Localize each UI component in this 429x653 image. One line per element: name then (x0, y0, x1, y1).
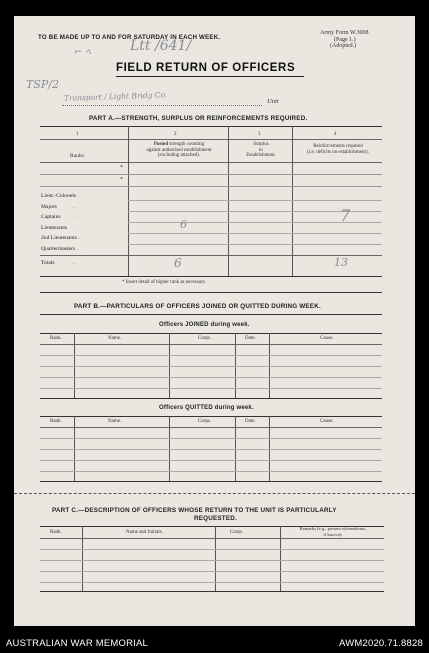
surplus-header-line3: Establishment. (246, 153, 276, 159)
totals-row (41, 260, 76, 266)
part-c-heading-line1: PART C.—DESCRIPTION OF OFFICERS WHOSE RETURN TO THE UNIT IS PARTICULARLY (52, 507, 337, 514)
handwritten-mark: ⌐ ﾍ (74, 47, 91, 58)
part-b-heading-rule (40, 314, 382, 315)
part-c-col-name: Name and Initials. (126, 530, 163, 535)
title-underline (116, 76, 304, 77)
quitted-col-corps: Corps. (198, 419, 212, 424)
footer-accession-number: AWM2020.71.8828 (339, 638, 423, 649)
form-page (14, 16, 415, 626)
unit-label: Unit (267, 98, 279, 105)
rank-lieutenants (41, 223, 83, 234)
unit-dotted-line (62, 105, 262, 106)
star-row-rule-1 (40, 174, 382, 175)
part-c-col-corps: Corps. (230, 530, 244, 535)
joined-col-corps: Corps. (198, 336, 212, 341)
handwritten-unit-name: Transport / Light Bridg Co. (63, 90, 168, 103)
rank-label: Lieut.-Colonels (41, 193, 76, 199)
surplus-header-line1: Surplus (253, 142, 269, 147)
part-c-col-remarks (282, 526, 384, 537)
part-b-top-rule (40, 292, 382, 293)
handwritten-captains-posted: 6 (180, 218, 187, 231)
form-page-number: (Page 1.) (334, 36, 356, 43)
rank-quartermasters (41, 244, 83, 255)
col-divider-3 (292, 126, 293, 276)
star-mark-2: * (120, 177, 123, 183)
rank-lieut-colonels (41, 191, 83, 202)
joined-row-rule-4 (40, 388, 382, 389)
row-rule-a1 (128, 200, 382, 201)
header-bottom-rule (40, 162, 382, 163)
rank-2nd-lieutenants (41, 233, 83, 244)
rank-captains (41, 212, 83, 223)
posted-header-bold: Posted (153, 142, 169, 147)
col-number-4: 4 (334, 132, 337, 137)
posted-header-line2: against authorised establishment (146, 147, 212, 153)
posted-header (130, 142, 228, 159)
rank-label: Lieutenants (41, 224, 68, 231)
reinforcements-header-line2: (i.e. deficits on establishment). (307, 149, 369, 155)
reinforcements-header-line1: Reinforcements required (313, 144, 363, 149)
part-a-heading: PART A.—STRENGTH, SURPLUS OR REINFORCEMENTS REQUIRED. (89, 115, 308, 122)
part-b-heading: PART B.—PARTICULARS OF OFFICERS JOINED OR QUITTED DURING WEEK. (74, 303, 321, 310)
quitted-col-date: Date. (245, 419, 256, 424)
quitted-col-name: Name. (108, 419, 122, 424)
part-c-row-rule-1 (40, 549, 384, 550)
handwritten-code: TSP/2 (26, 78, 59, 91)
form-number-block (320, 30, 369, 50)
part-c-heading-line2: REQUESTED. (194, 515, 237, 522)
row-rule-a5 (128, 244, 382, 245)
rank-label: 2nd Lieutenants (41, 235, 77, 241)
rank-label: Majors (41, 203, 57, 210)
quitted-row-rule-4 (40, 471, 382, 472)
star-row-rule-2 (40, 186, 382, 187)
joined-col-name: Name. (108, 336, 122, 341)
part-c-bottom-rule (40, 591, 384, 592)
part-c-row-rule-2 (40, 560, 384, 561)
rank-majors (41, 202, 83, 213)
part-c-header-rule (40, 538, 384, 539)
handwritten-total-posted: 6 (174, 256, 182, 270)
part-c-remarks-line1: Remarks (e.g., present whereabouts, (299, 526, 367, 531)
posted-header-rest: strength counting (168, 142, 205, 147)
col-divider-1 (128, 126, 129, 276)
col-number-3: 3 (258, 132, 261, 137)
rank-dots: . . (73, 214, 79, 220)
handwritten-reference: Ltt /641/ (130, 38, 192, 54)
totals-dots: . . (72, 260, 77, 266)
totals-top-rule (40, 255, 382, 256)
quitted-bottom-rule (40, 481, 382, 482)
rank-dots: . . (76, 245, 81, 252)
joined-col-date: Date. (245, 336, 256, 341)
joined-row-rule-3 (40, 377, 382, 378)
part-a-footnote: * Insert detail of higher rank as necessary. (122, 280, 207, 285)
joined-col-rank: Rank. (50, 336, 62, 341)
col-number-1: 1 (76, 132, 79, 137)
rank-dots: . . (72, 203, 77, 210)
totals-label: Totals (41, 260, 55, 266)
perforation-line (14, 493, 415, 494)
rank-dots: . . (78, 235, 83, 241)
ranks-header: Ranks. (70, 153, 86, 159)
joined-col-cause: Cause. (320, 336, 334, 341)
joined-row-rule-2 (40, 366, 382, 367)
posted-header-line3: (excluding attached). (157, 153, 201, 159)
form-title: FIELD RETURN OF OFFICERS (116, 62, 296, 74)
star-mark-1: * (120, 165, 123, 171)
part-a-bottom-rule (40, 276, 382, 277)
col-divider-2 (228, 126, 229, 276)
part-c-col-rank: Rank. (50, 530, 62, 535)
part-c-remarks-line2: if known). (323, 531, 343, 537)
form-adopted: (Adopted.) (330, 43, 357, 49)
col-number-rule (40, 139, 382, 140)
quitted-row-rule-1 (40, 438, 382, 439)
joined-bottom-rule (40, 398, 382, 399)
handwritten-captains-reinf: 7 (340, 206, 351, 225)
part-c-row-rule-3 (40, 571, 384, 572)
surplus-header (230, 142, 292, 159)
quitted-row-rule-3 (40, 460, 382, 461)
quitted-row-rule-2 (40, 449, 382, 450)
surplus-header-line2: to (259, 147, 263, 153)
quitted-title: Officers QUITTED during week. (159, 405, 254, 411)
part-c-row-rule-4 (40, 582, 384, 583)
joined-row-rule-1 (40, 355, 382, 356)
row-rule-a4 (128, 233, 382, 234)
rank-dots: . . (77, 193, 82, 199)
instruction-text: TO BE MADE UP TO AND FOR SATURDAY IN EACH WEEK. (38, 34, 221, 41)
joined-header-rule (40, 344, 382, 345)
part-c-table (40, 526, 384, 592)
joined-table (40, 333, 382, 399)
quitted-header-rule (40, 427, 382, 428)
col-number-2: 2 (174, 132, 177, 137)
part-a-table (40, 126, 382, 276)
rank-label: Quartermasters (41, 245, 76, 252)
quitted-col-rank: Rank. (50, 419, 62, 424)
handwritten-total-reinf: 13 (334, 256, 348, 269)
footer-credit: AUSTRALIAN WAR MEMORIAL (6, 638, 149, 649)
rank-dots: . . (76, 224, 81, 231)
reinforcements-header (294, 144, 382, 155)
quitted-table (40, 416, 382, 482)
rank-list (41, 191, 83, 254)
joined-title: Officers JOINED during week. (159, 322, 250, 328)
rank-label: Captains (41, 214, 61, 220)
quitted-col-cause: Cause. (320, 419, 334, 424)
form-number: Army Form W.3008 (320, 30, 369, 36)
